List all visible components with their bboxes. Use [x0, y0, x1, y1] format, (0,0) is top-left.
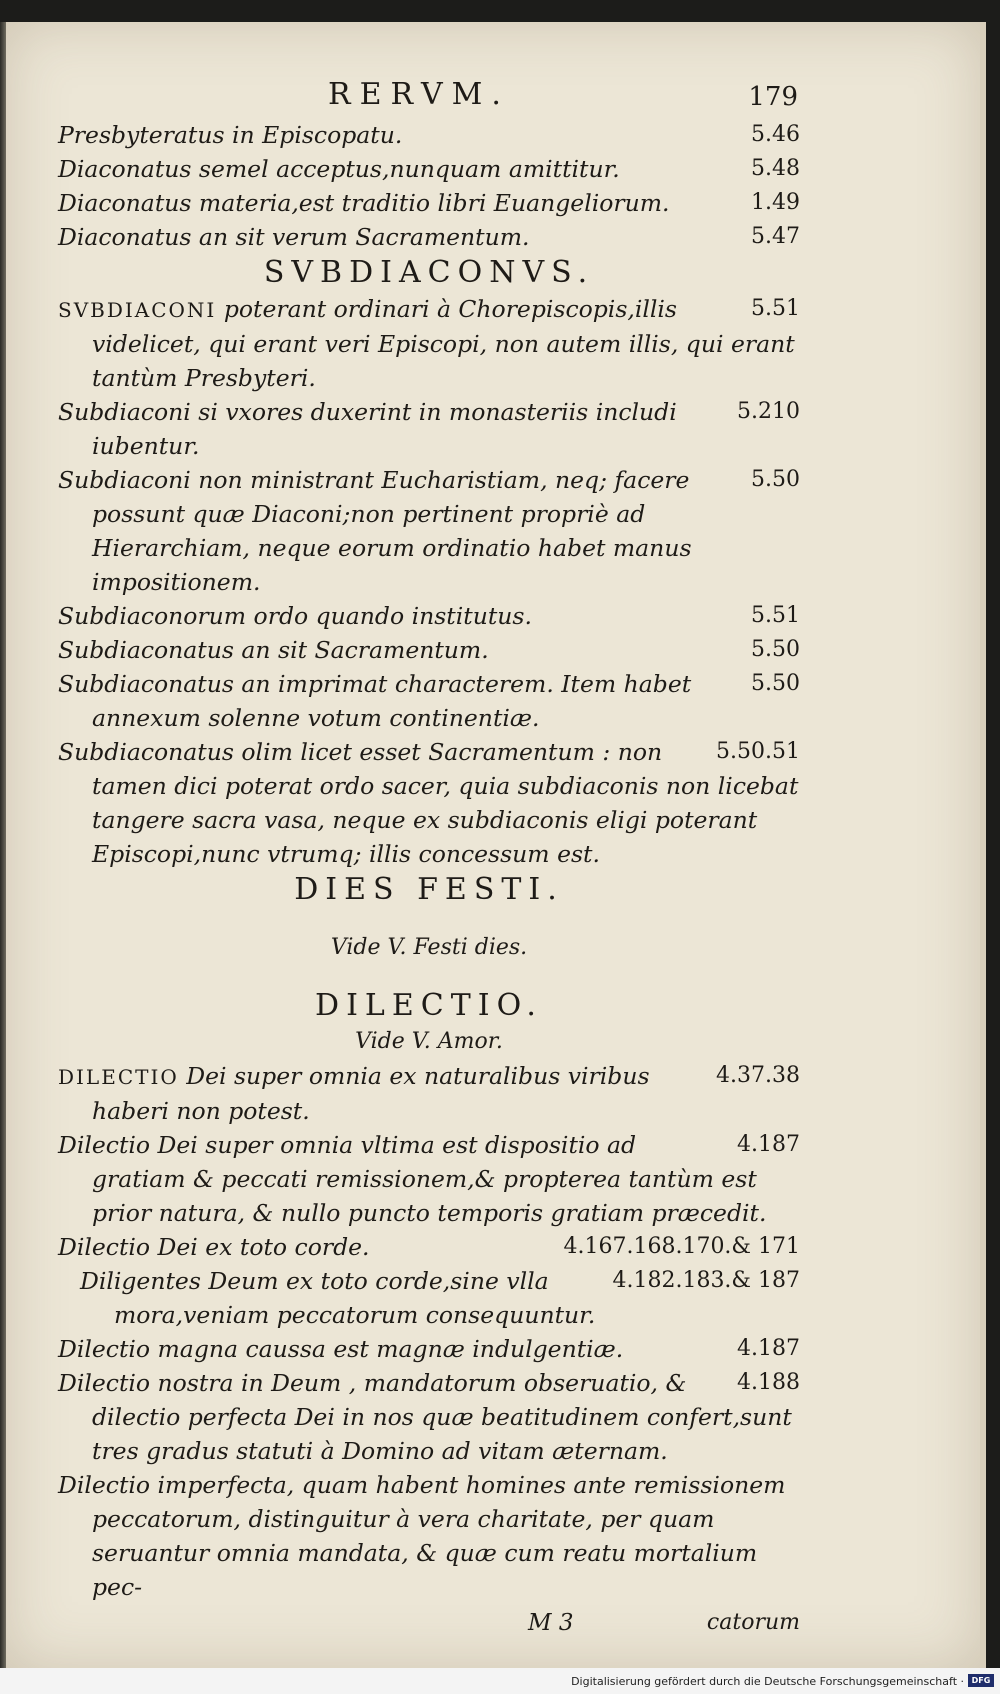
page-footer — [58, 1606, 800, 1646]
index-entry: 5.51 SVBDIACONI poterant ordinari à Chorepiscopis,illis videlicet, qui erant veri Episcopi, non autem illis, qui erant tantùm Presbyteri. — [58, 295, 800, 392]
page-number: 179 — [748, 82, 798, 112]
index-entry: 4.187 Dilectio magna caussa est magnæ indulgentiæ. — [58, 1335, 800, 1363]
dfg-logo: DFG — [968, 1674, 994, 1687]
index-entry: 5.50 Subdiaconatus an imprimat characterem. Item habet annexum solenne votum continentiæ. — [58, 670, 800, 732]
index-entry: 5.50.51 Subdiaconatus olim licet esset Sacramentum : non tamen dici poterat ordo sacer, quia subdiaconis non licebat tangere sacra vasa, neque ex subdiaconis eligi poterant Episcopi,nunc vtrumq; illis concessum est. — [58, 738, 800, 868]
running-header — [58, 78, 800, 118]
index-entry: 4.167.168.170.& 171 Dilectio Dei ex toto corde. — [58, 1233, 800, 1261]
page-text — [58, 78, 800, 1646]
index-entry: 5.46 Presbyteratus in Episcopatu. — [58, 121, 800, 149]
index-entry: 5.50 Subdiaconi non ministrant Eucharistiam, neq; facere possunt quæ Diaconi;non pertinent propriè ad Hierarchiam, neque eorum ordinatio habet manus impositionem. — [58, 466, 800, 596]
section-heading-subdiaconus: SVBDIACONVS. — [263, 255, 595, 290]
index-entry: 5.50 Subdiaconatus an sit Sacramentum. — [58, 636, 800, 664]
cross-reference: Vide V. Amor. — [355, 1029, 503, 1054]
catchword: catorum — [706, 1610, 800, 1635]
index-entry: 4.182.183.& 187 Diligentes Deum ex toto corde,sine vlla mora,veniam peccatorum consequuntur. — [80, 1267, 800, 1329]
index-entry: 5.47 Diaconatus an sit verum Sacramentum. — [58, 223, 800, 251]
digitization-credit-bar — [0, 1668, 1000, 1694]
index-entry: 5.51 Subdiaconorum ordo quando institutus. — [58, 602, 800, 630]
index-entry: 5.210 Subdiaconi si vxores duxerint in monasteriis includi iubentur. — [58, 398, 800, 460]
section-heading-dies-festi: DIES FESTI. — [294, 872, 564, 907]
credit-text: Digitalisierung gefördert durch die Deutsche Forschungsgemeinschaft · — [571, 1675, 964, 1688]
cross-reference: Vide V. Festi dies. — [330, 935, 528, 960]
lead-word: DILECTIO — [58, 1065, 179, 1089]
index-entry: 4.187 Dilectio Dei super omnia vltima est dispositio ad gratiam & peccati remissionem,& propterea tantùm est prior natura, & nullo puncto temporis gratiam præcedit. — [58, 1131, 800, 1227]
index-entry: 1.49 Diaconatus materia,est traditio libri Euangeliorum. — [58, 189, 800, 217]
index-entry: Dilectio imperfecta, quam habent homines ante remissionem peccatorum, distinguitur à vera charitate, per quam seruantur omnia mandata, & quæ cum reatu mortalium pec- — [58, 1471, 786, 1601]
running-title: RERVM. — [328, 77, 510, 112]
index-entry: 4.188 Dilectio nostra in Deum , mandatorum obseruatio, & dilectio perfecta Dei in nos quæ beatitudinem confert,sunt tres gradus statuti à Domino ad vitam æternam. — [58, 1369, 800, 1465]
signature-mark: M 3 — [528, 1610, 574, 1636]
index-entry: 5.48 Diaconatus semel acceptus,nunquam amittitur. — [58, 155, 800, 183]
lead-word: SVBDIACONI — [58, 298, 217, 322]
index-entry: 4.37.38 DILECTIO Dei super omnia ex naturalibus viribus haberi non potest. — [58, 1062, 800, 1125]
section-heading-dilectio: DILECTIO. — [315, 988, 543, 1023]
